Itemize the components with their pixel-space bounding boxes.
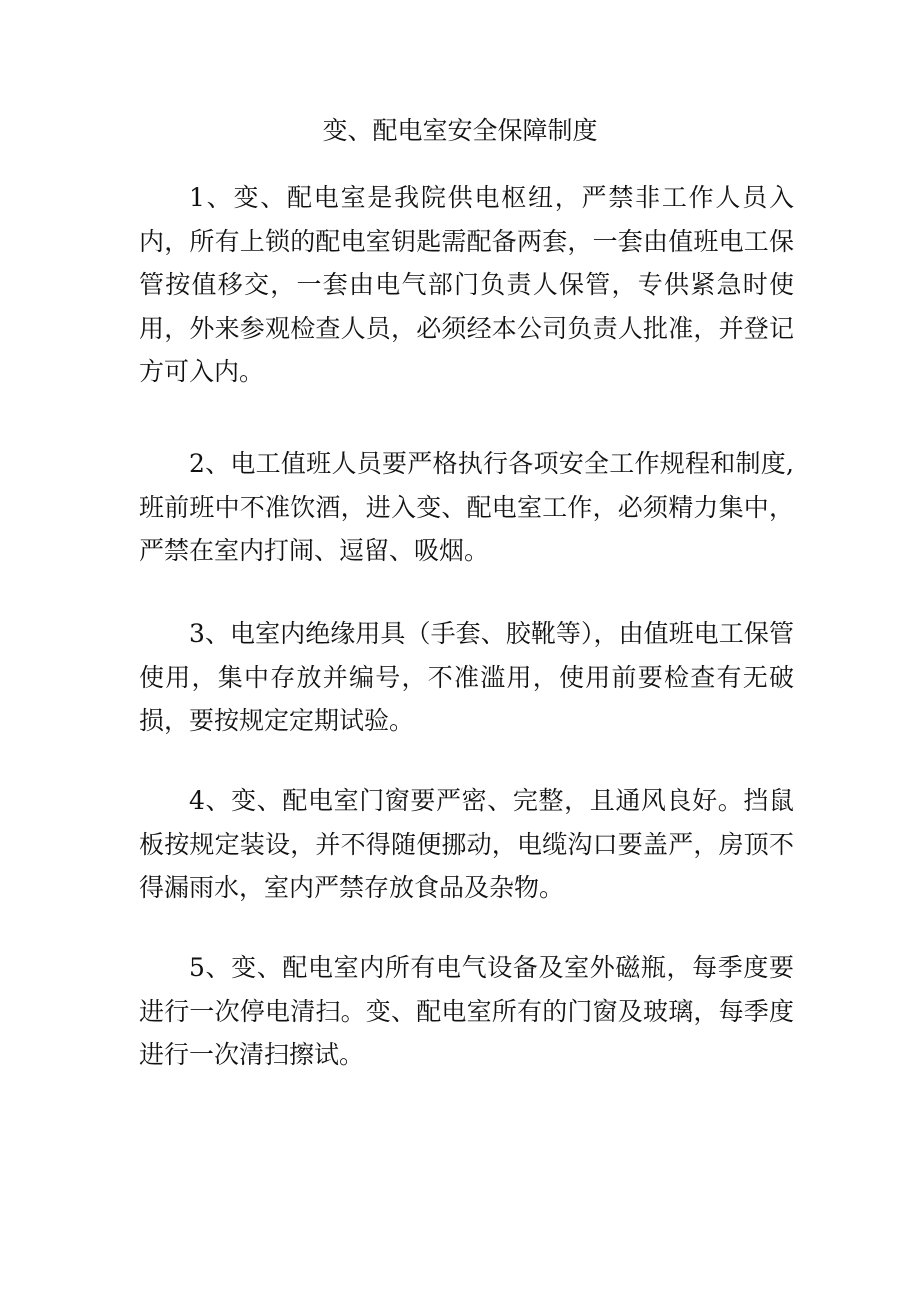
paragraph-3: 3、电室内绝缘用具（手套、胶靴等），由值班电工保管使用，集中存放并编号，不准滥用，使用前要检查有无破损，要按规定定期试验。 — [139, 619, 794, 735]
paragraph-4: 4、变、配电室门窗要严密、完整，且通风良好。挡鼠板按规定装设，并不得随便挪动，电缆沟口要盖严，房顶不得漏雨水，室内严禁存放食品及杂物。 — [139, 786, 794, 902]
paragraph-2: 2、电工值班人员要严格执行各项安全工作规程和制度,班前班中不准饮酒，进入变、配电室工作，必须精力集中，严禁在室内打闹、逗留、吸烟。 — [139, 449, 794, 565]
paragraph-1: 1、变、配电室是我院供电枢纽，严禁非工作人员入内，所有上锁的配电室钥匙需配备两套，一套由值班电工保管按值移交，一套由电气部门负责人保管，专供紧急时使用，外来参观检查人员，必须经本公司负责人批准，并登记方可入内。 — [139, 183, 794, 386]
paragraph-5: 5、变、配电室内所有电气设备及室外磁瓶，每季度要进行一次停电清扫。变、配电室所有的门窗及玻璃，每季度进行一次清扫擦试。 — [139, 953, 794, 1069]
document-title: 变、配电室安全保障制度 — [322, 116, 598, 145]
